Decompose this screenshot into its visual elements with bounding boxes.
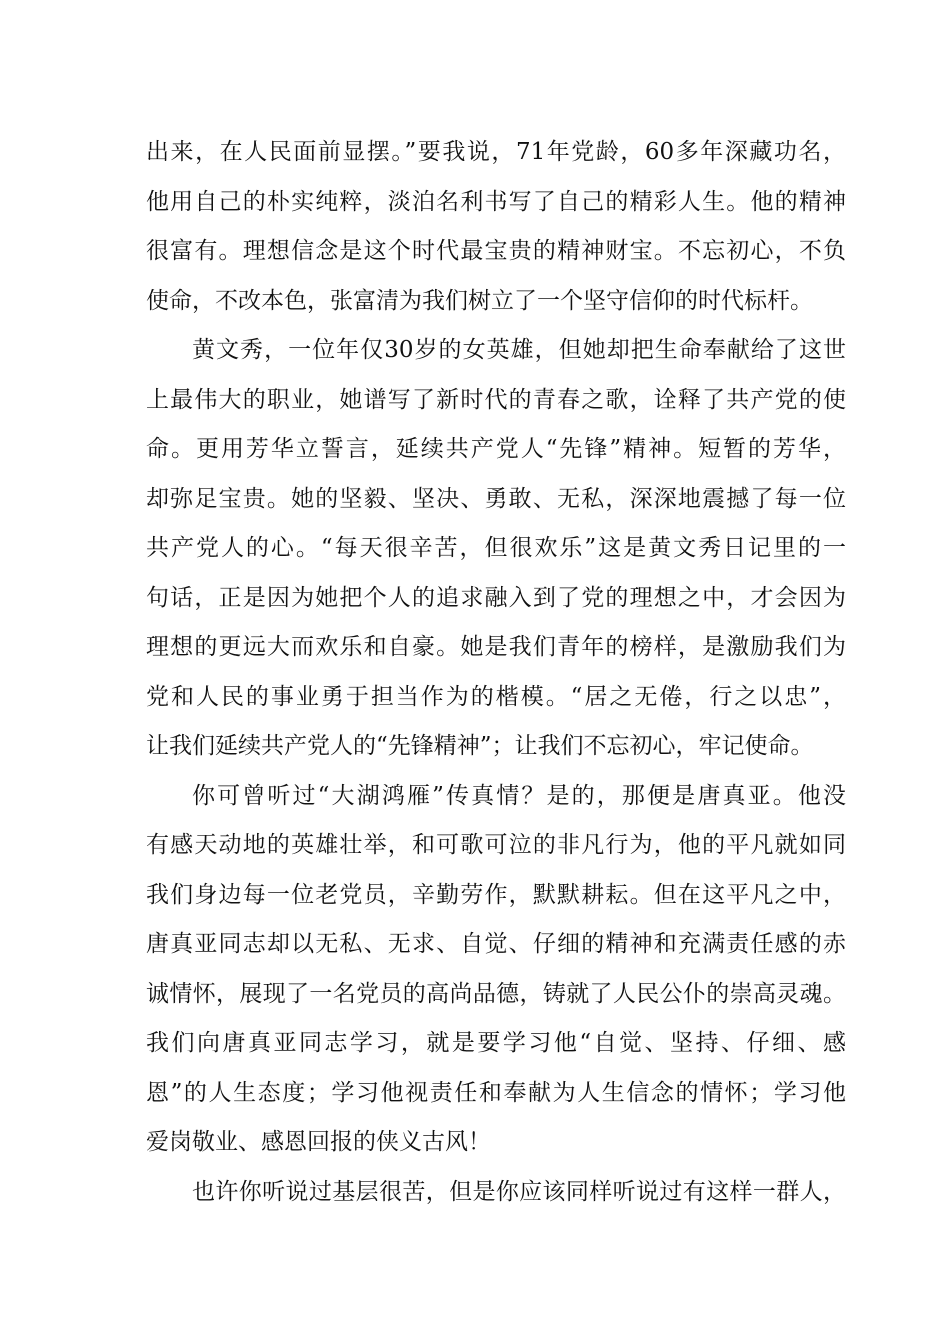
text-line: 共产党人的心。“每天很辛苦，但很欢乐”这是黄文秀日记里的一 — [146, 535, 846, 561]
text-line: 句话，正是因为她把个人的追求融入到了党的理想之中，才会因为 — [146, 584, 846, 611]
text-line: 命。更用芳华立誓言，延续共产党人“先锋”精神。短暂的芳华， — [146, 436, 846, 462]
text-line: 上最伟大的职业，她谱写了新时代的青春之歌，诠释了共产党的使 — [146, 386, 846, 413]
text-line: 出来，在人民面前显摆。”要我说，71年党龄，60多年深藏功名， — [146, 139, 846, 165]
text-line: 他用自己的朴实纯粹，淡泊名利书写了自己的精彩人生。他的精神 — [146, 188, 846, 215]
text-line: 我们向唐真亚同志学习，就是要学习他“自觉、坚持、仔细、感 — [146, 1030, 846, 1056]
text-line: 让我们延续共产党人的“先锋精神”；让我们不忘初心，牢记使命。 — [146, 733, 814, 759]
text-line: 爱岗敬业、感恩回报的侠义古风！ — [146, 1129, 491, 1155]
body-text — [146, 128, 846, 1217]
text-line: 使命，不改本色，张富清为我们树立了一个坚守信仰的时代标杆。 — [146, 287, 813, 314]
text-line: 却弥足宝贵。她的坚毅、坚决、勇敢、无私，深深地震撼了每一位 — [146, 485, 846, 512]
text-line: 党和人民的事业勇于担当作为的楷模。“居之无倦，行之以忠”， — [146, 683, 846, 710]
text-line: 诚情怀，展现了一名党员的高尚品德，铸就了人民公仆的崇高灵魂。 — [146, 980, 846, 1007]
text-line: 有感天动地的英雄壮举，和可歌可泣的非凡行为，他的平凡就如同 — [146, 832, 846, 858]
paragraph-start-line: 你可曾听过“大湖鸿雁”传真情？是的，那便是唐真亚。他没 — [192, 782, 846, 809]
paragraph-start-line: 也许你听说过基层很苦，但是你应该同样听说过有这样一群人， — [192, 1178, 846, 1205]
text-line: 理想的更远大而欢乐和自豪。她是我们青年的榜样，是激励我们为 — [146, 634, 846, 660]
text-line: 我们身边每一位老党员，辛勤劳作，默默耕耘。但在这平凡之中， — [146, 881, 846, 908]
text-line: 恩”的人生态度；学习他视责任和奉献为人生信念的情怀；学习他 — [146, 1079, 846, 1106]
paragraph-start-line: 黄文秀，一位年仅30岁的女英雄，但她却把生命奉献给了这世 — [192, 337, 846, 363]
text-line: 唐真亚同志却以无私、无求、自觉、仔细的精神和充满责任感的赤 — [146, 931, 846, 957]
text-line: 很富有。理想信念是这个时代最宝贵的精神财宝。不忘初心，不负 — [146, 238, 846, 264]
